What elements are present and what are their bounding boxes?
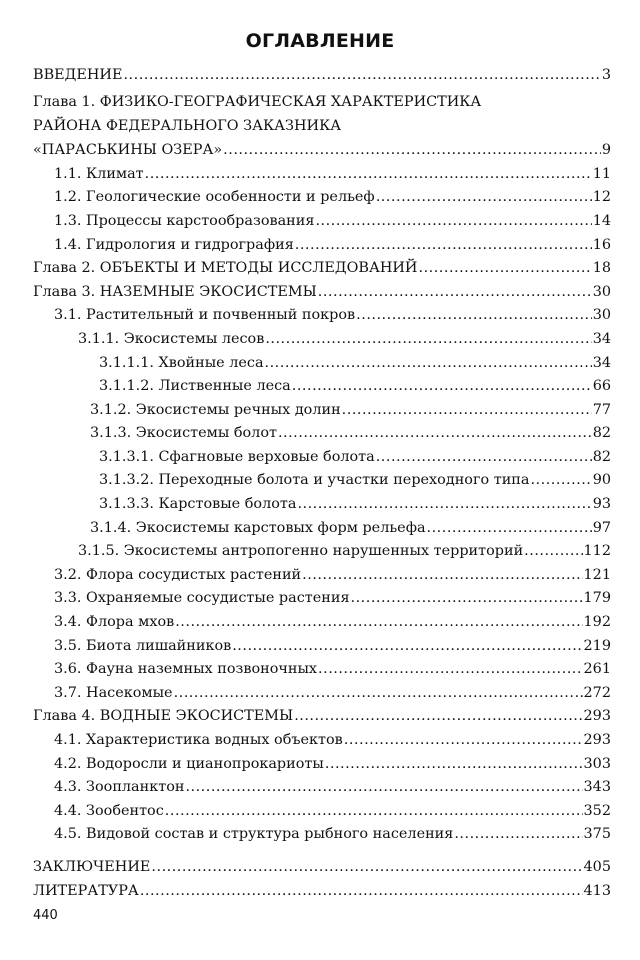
toc-entry-label: 3.1. Растительный и почвенный покров (54, 307, 356, 324)
toc-entry-label-line-3-row (33, 138, 611, 162)
toc-page-number: 77 (592, 401, 611, 418)
toc-entry-1-4 (33, 234, 611, 258)
dot-leader (265, 328, 591, 352)
dot-leader (232, 635, 582, 659)
toc-entry-label: 3.1.5. Экосистемы антропогенно нарушенных территорий (78, 543, 524, 560)
dot-leader (356, 304, 592, 328)
toc-entry-4-4 (33, 800, 611, 824)
toc-entry-label: 1.1. Климат (54, 165, 144, 182)
dot-leader (376, 186, 592, 210)
toc-page-number: 90 (592, 472, 611, 489)
dot-leader (123, 64, 600, 88)
toc-page-number: 121 (583, 566, 611, 583)
dot-leader (342, 399, 592, 423)
toc-page-number: 66 (592, 378, 611, 395)
toc-entry-label: ЛИТЕРАТУРА (33, 882, 139, 899)
toc-entry-label: 3.1.4. Экосистемы карстовых форм рельефа (90, 519, 426, 536)
toc-entry-label: 1.4. Гидрология и гидрография (54, 236, 294, 253)
dot-leader (325, 753, 583, 777)
toc-entry-conclusion (33, 856, 611, 880)
toc-entry-4-1 (33, 729, 611, 753)
toc-page-number: 34 (592, 354, 611, 371)
dot-leader (524, 540, 582, 564)
toc-entry-3-1-2 (33, 399, 611, 423)
dot-leader (376, 446, 592, 470)
toc-entry-label-line-1: Глава 1. ФИЗИКО-ГЕОГРАФИЧЕСКАЯ ХАРАКТЕРИСТИКА (33, 93, 482, 110)
toc-entry-4-3 (33, 776, 611, 800)
toc-entry-3-4 (33, 611, 611, 635)
toc-entry-1-3 (33, 210, 611, 234)
toc-entry-3-1 (33, 304, 611, 328)
toc-page-number: 352 (583, 802, 611, 819)
toc-page-number: 272 (583, 684, 611, 701)
dot-leader (294, 705, 582, 729)
toc-entry-3-1-5 (33, 540, 611, 564)
toc-entry-3-1-4 (33, 517, 611, 541)
toc-entry-introduction (33, 64, 611, 88)
toc-entry-label: 3.3. Охраняемые сосудистые растения (54, 590, 350, 607)
toc-page-number: 82 (592, 425, 611, 442)
toc-entry-chapter-1 (33, 90, 611, 163)
toc-page-number: 18 (592, 260, 611, 277)
toc-entry-label: 4.1. Характеристика водных объектов (54, 732, 343, 749)
toc-entry-label: 4.3. Зоопланктон (54, 779, 185, 796)
toc-entry-label-line-2: РАЙОНА ФЕДЕРАЛЬНОГО ЗАКАЗНИКА (33, 117, 342, 134)
toc-entry-3-1-1-2 (33, 375, 611, 399)
toc-entry-label: 3.5. Биота лишайников (54, 637, 232, 654)
toc-entry-label: Глава 4. ВОДНЫЕ ЭКОСИСТЕМЫ (33, 708, 294, 725)
toc-entry-label: ВВЕДЕНИЕ (33, 67, 123, 83)
toc-entry-label: Глава 3. НАЗЕМНЫЕ ЭКОСИСТЕМЫ (33, 283, 317, 300)
dot-leader (223, 138, 601, 162)
toc-entry-3-1-3-3 (33, 493, 611, 517)
toc-entry-label: 3.1.1. Экосистемы лесов (78, 330, 265, 347)
toc-entry-label: 3.1.2. Экосистемы речных долин (90, 401, 341, 418)
toc-page-number: 30 (592, 283, 611, 300)
toc-entry-3-1-3 (33, 422, 611, 446)
toc-entry-3-3 (33, 587, 611, 611)
dot-leader (318, 281, 592, 305)
toc-page-number: 293 (583, 708, 611, 725)
toc-page-number: 192 (583, 614, 611, 631)
toc-entry-label: 3.1.1.2. Лиственные леса (99, 378, 291, 395)
toc-page-number: 293 (583, 732, 611, 749)
dot-leader (344, 729, 583, 753)
toc-entry-label: 3.2. Флора сосудистых растений (54, 566, 302, 583)
toc-page-number: 34 (592, 330, 611, 347)
toc-page-number: 12 (592, 189, 611, 206)
dot-leader (151, 856, 582, 880)
toc-entry-3-6 (33, 658, 611, 682)
dot-leader (454, 823, 582, 847)
toc-page-number: 179 (583, 590, 611, 607)
dot-leader (419, 257, 592, 281)
dot-leader (295, 234, 592, 258)
toc-page-number: 219 (583, 637, 611, 654)
toc-page-number: 405 (583, 858, 611, 875)
dot-leader (145, 163, 592, 187)
toc-entry-chapter-4 (33, 705, 611, 729)
toc-entry-label: 3.7. Насекомые (54, 684, 173, 701)
toc-entry-label: Глава 2. ОБЪЕКТЫ И МЕТОДЫ ИССЛЕДОВАНИЙ (33, 260, 418, 277)
dot-leader (165, 800, 583, 824)
dot-leader (278, 422, 592, 446)
page-folio-number: 440 (33, 908, 58, 923)
toc-entry-label: 4.5. Видовой состав и структура рыбного населения (54, 826, 454, 843)
toc-page-number: 82 (592, 448, 611, 465)
toc-page-number: 3 (601, 67, 611, 83)
toc-entry-label: 4.2. Водоросли и цианопрокариоты (54, 755, 324, 772)
toc-page-number: 303 (583, 755, 611, 772)
toc-entry-3-1-3-2 (33, 469, 611, 493)
dot-leader (292, 375, 592, 399)
toc-page-number: 93 (592, 496, 611, 513)
toc-page-number: 343 (583, 779, 611, 796)
toc-entry-3-1-1 (33, 328, 611, 352)
toc-entry-chapter-2 (33, 257, 611, 281)
toc-page-number: 261 (583, 661, 611, 678)
toc-entry-label: ЗАКЛЮЧЕНИЕ (33, 858, 151, 875)
toc-entry-label: 1.2. Геологические особенности и рельеф (54, 189, 375, 206)
toc-entry-label: 3.1.3.1. Сфагновые верховые болота (99, 448, 375, 465)
toc-entry-3-2 (33, 564, 611, 588)
toc-entry-label: 1.3. Процессы карстообразования (54, 212, 315, 229)
toc-entry-label: 3.1.1.1. Хвойные леса (99, 354, 264, 371)
toc-entry-4-5 (33, 823, 611, 847)
dot-leader (265, 352, 592, 376)
toc-page-number: 375 (583, 826, 611, 843)
toc-entry-label: 3.1.3.2. Переходные болота и участки переходного типа (99, 472, 530, 489)
table-of-contents (33, 64, 611, 903)
toc-entry-1-1 (33, 163, 611, 187)
toc-entry-1-2 (33, 186, 611, 210)
toc-entry-label: 3.1.3.3. Карстовые болота (99, 496, 297, 513)
dot-leader (297, 493, 591, 517)
toc-entry-label: 3.1.3. Экосистемы болот (90, 425, 277, 442)
dot-leader (175, 611, 582, 635)
toc-entry-label: 3.6. Фауна наземных позвоночных (54, 661, 318, 678)
toc-entry-3-1-3-1 (33, 446, 611, 470)
dot-leader (351, 587, 583, 611)
toc-page-number: 30 (592, 307, 611, 324)
toc-entry-3-5 (33, 635, 611, 659)
dot-leader (315, 210, 591, 234)
toc-entry-label: 4.4. Зообентос (54, 802, 164, 819)
toc-page-number: 11 (592, 165, 611, 182)
dot-leader (530, 469, 591, 493)
dot-leader (174, 682, 583, 706)
toc-entry-3-1-1-1 (33, 352, 611, 376)
dot-leader (427, 517, 592, 541)
toc-entry-label-line-3: «ПАРАСЬКИНЫ ОЗЕРА» (33, 142, 223, 159)
toc-page-number: 16 (592, 236, 611, 253)
toc-page-number: 97 (592, 519, 611, 536)
dot-leader (318, 658, 582, 682)
toc-entry-label: 3.4. Флора мхов (54, 614, 175, 631)
toc-page-number: 413 (583, 882, 611, 899)
page-title: ОГЛАВЛЕНИЕ (245, 30, 395, 52)
toc-page-number: 14 (592, 212, 611, 229)
toc-entry-3-7 (33, 682, 611, 706)
dot-leader (185, 776, 582, 800)
toc-entry-4-2 (33, 753, 611, 777)
dot-leader (140, 880, 583, 904)
dot-leader (302, 564, 582, 588)
toc-entry-chapter-3 (33, 281, 611, 305)
toc-entry-literature (33, 880, 611, 904)
toc-page-number: 112 (583, 543, 611, 560)
toc-page-number: 9 (601, 142, 611, 159)
